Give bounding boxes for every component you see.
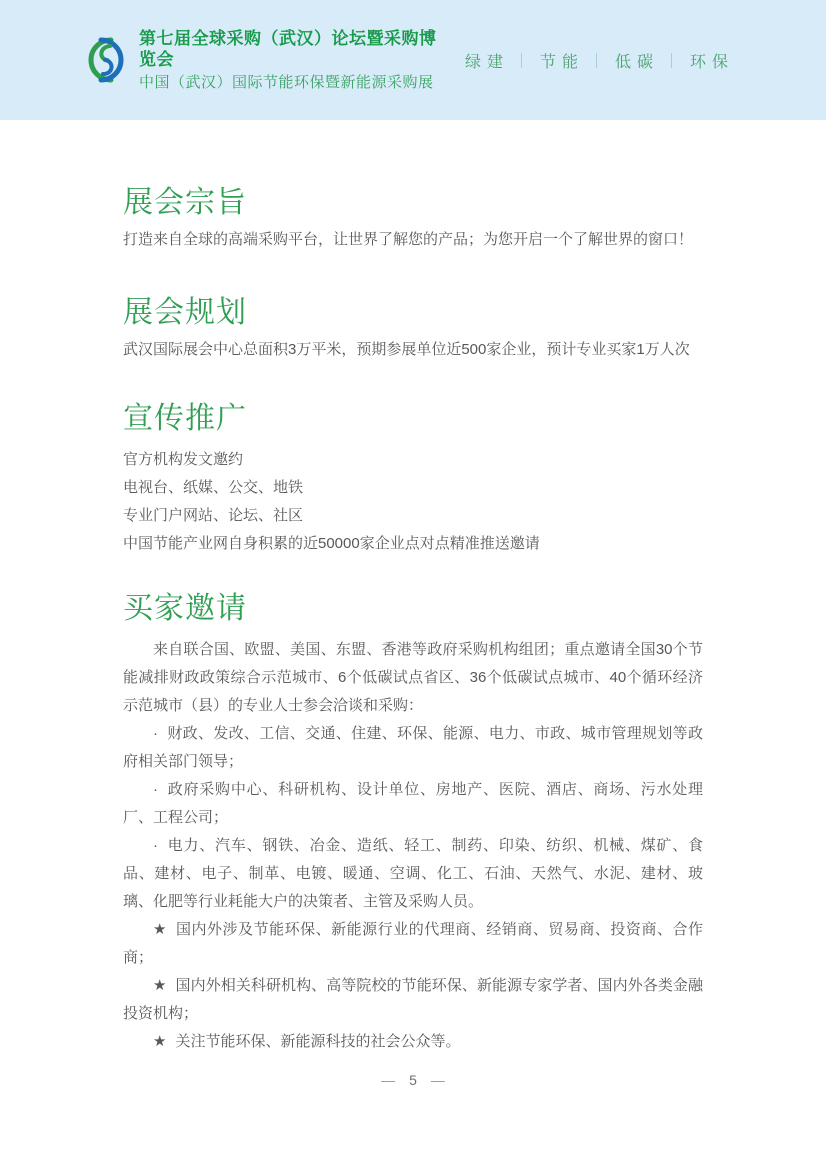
section-exhibition-plan — [123, 296, 703, 360]
brand-block — [84, 28, 447, 92]
page-header — [0, 0, 826, 120]
promotion-line: 官方机构发文邀约 — [123, 451, 244, 468]
event-subtitle: 中国（武汉）国际节能环保暨新能源采购展 — [139, 74, 434, 91]
keyword-energy-saving: 节能 — [539, 53, 584, 71]
keyword-green-building: 绿建 — [464, 53, 509, 71]
buyers-star-item — [123, 972, 703, 1028]
promotion-line: 专业门户网站、论坛、社区 — [123, 507, 304, 524]
star-bullet-icon: ★ — [153, 977, 167, 994]
promotion-line: 电视台、纸媒、公交、地铁 — [123, 479, 304, 496]
promotion-line: 中国节能产业网自身积累的近50000家企业点对点精准推送邀请 — [123, 535, 540, 552]
footer-dash: — — [381, 1072, 396, 1088]
star-text: 关注节能环保、新能源科技的社会公众等。 — [175, 1033, 461, 1050]
section-promotion — [123, 402, 703, 558]
buyers-intro: 来自联合国、欧盟、美国、东盟、香港等政府采购机构组团；重点邀请全国30个节能减排财政政策综合示范城市、6个低碳试点省区、36个低碳试点城市、40个循环经济示范城市（县）的专业人士参会洽谈和采购： — [123, 641, 703, 714]
star-bullet-icon: ★ — [153, 921, 167, 938]
bullet-text: 电力、汽车、钢铁、冶金、造纸、轻工、制药、印染、纺织、机械、煤矿、食品、建材、电子、制革、电镀、暖通、空调、化工、石油、天然气、水泥、建材、玻璃、化肥等行业耗能大户的决策者、主管及采购人员。 — [123, 837, 703, 910]
buyers-body — [123, 636, 703, 1056]
buyers-star-item — [123, 916, 703, 972]
buyers-star-item — [123, 1028, 703, 1056]
page-number: 5 — [409, 1072, 417, 1088]
event-title: 第七届全球采购（武汉）论坛暨采购博览会 — [139, 29, 437, 69]
star-text: 国内外涉及节能环保、新能源行业的代理商、经销商、贸易商、投资商、合作商； — [123, 921, 703, 966]
bullet-text: 政府采购中心、科研机构、设计单位、房地产、医院、酒店、商场、污水处理厂、工程公司； — [123, 781, 703, 826]
section-heading-buyers: 买家邀请 — [123, 592, 247, 625]
buyers-bullet-item — [123, 720, 703, 776]
section-exhibition-purpose — [123, 186, 703, 250]
star-text: 国内外相关科研机构、高等院校的节能环保、新能源专家学者、国内外各类金融投资机构； — [123, 977, 703, 1022]
keyword-environmental: 环保 — [689, 53, 734, 71]
brand-titles — [139, 28, 447, 92]
page-footer — [0, 1072, 826, 1088]
footer-dash: — — [430, 1072, 445, 1088]
header-keywords — [447, 49, 746, 72]
dot-bullet-icon: · — [153, 781, 158, 798]
section-heading-promotion: 宣传推广 — [123, 402, 247, 435]
keyword-low-carbon: 低碳 — [614, 53, 659, 71]
page-content — [0, 120, 826, 1056]
dot-bullet-icon: · — [153, 837, 158, 854]
bullet-text: 财政、发改、工信、交通、住建、环保、能源、电力、市政、城市管理规划等政府相关部门领导； — [123, 725, 703, 770]
section-buyer-invitation — [123, 592, 703, 1056]
plan-body: 武汉国际展会中心总面积3万平米，预期参展单位近500家企业，预计专业买家1万人次 — [123, 341, 690, 358]
dot-bullet-icon: · — [153, 725, 158, 742]
section-heading-plan: 展会规划 — [123, 296, 247, 329]
buyers-bullet-item — [123, 776, 703, 832]
purpose-body: 打造来自全球的高端采购平台，让世界了解您的产品；为您开启一个了解世界的窗口！ — [123, 231, 694, 248]
brand-logo-icon — [84, 37, 128, 83]
section-heading-purpose: 展会宗旨 — [123, 186, 247, 219]
buyers-bullet-item — [123, 832, 703, 916]
star-bullet-icon: ★ — [153, 1033, 167, 1050]
